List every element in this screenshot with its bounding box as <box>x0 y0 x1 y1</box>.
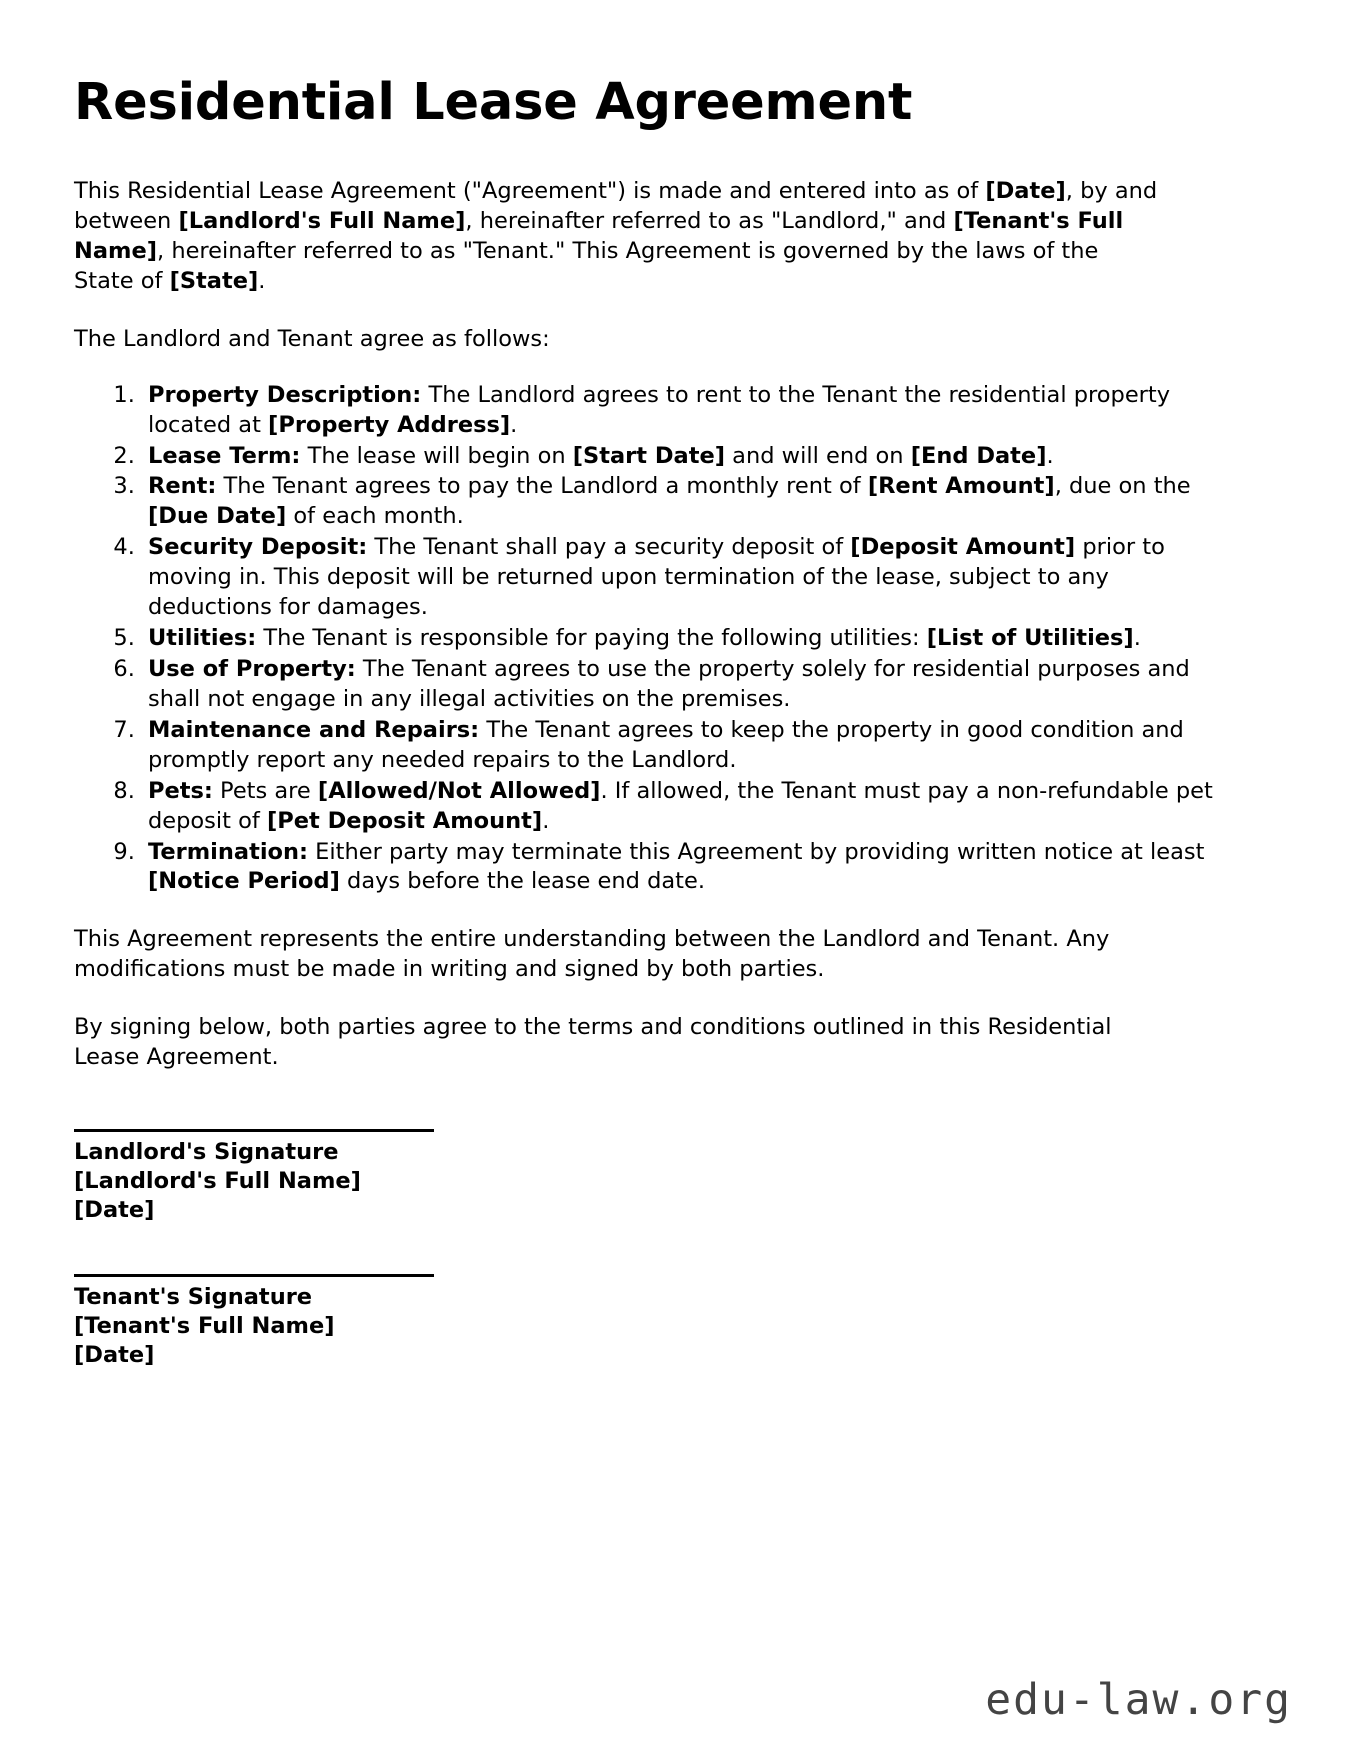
agreement-lead-in: The Landlord and Tenant agree as follows: <box>74 325 550 352</box>
list-item <box>142 655 1227 715</box>
list-item <box>142 472 1227 532</box>
placeholder-field: [End Date] <box>910 442 1047 469</box>
intro-paragraph <box>74 177 1164 297</box>
landlord-name-placeholder: [Landlord's Full Name] <box>74 1167 361 1194</box>
body-text-run: The Tenant is responsible for paying the following utilities: <box>256 625 927 652</box>
closing-paragraph-by-signing: By signing below, both parties agree to the terms and conditions outlined in this Residential Lease Agreement. <box>74 1014 1112 1071</box>
body-text-run: . <box>1046 442 1054 469</box>
placeholder-field: [Date] <box>985 178 1066 205</box>
body-text-run: This Residential Lease Agreement ("Agreement") is made and entered into as of <box>74 178 986 205</box>
signature-line-landlord <box>74 1129 434 1132</box>
list-item <box>142 442 1227 472</box>
body-text-run: and will end on <box>725 442 911 469</box>
placeholder-field: [Start Date] <box>572 442 726 469</box>
body-text-run: The Tenant agrees to use the property solely for residential purposes and shall not engage in any illegal activities on the premises. <box>148 656 1190 712</box>
placeholder-field: Rent: <box>148 473 217 500</box>
placeholder-field: [Pet Deposit Amount] <box>266 807 543 834</box>
placeholder-field: Maintenance and Repairs: <box>148 716 480 743</box>
placeholder-field: [Property Address] <box>268 411 511 438</box>
body-text-run: days before the lease end date. <box>339 868 705 895</box>
list-item <box>142 381 1227 441</box>
placeholder-field: [Notice Period] <box>148 868 340 895</box>
list-item <box>142 716 1227 776</box>
list-item <box>142 533 1227 623</box>
signature-block-tenant <box>74 1274 1284 1369</box>
placeholder-field: [Rent Amount] <box>867 473 1055 500</box>
body-text-run: , hereinafter referred to as "Landlord," and <box>465 208 954 235</box>
body-text-run: . <box>542 807 550 834</box>
terms-list <box>74 381 1227 898</box>
body-text-run: , due on the <box>1054 473 1191 500</box>
body-text-run: Either party may terminate this Agreement by providing written notice at least <box>308 838 1205 865</box>
body-text-run: . <box>510 411 518 438</box>
placeholder-field: [Tenant's Full Name] <box>74 208 1124 264</box>
placeholder-field: Use of Property: <box>148 656 356 683</box>
placeholder-field: [Allowed/Not Allowed] <box>317 777 601 804</box>
body-text-run: The Tenant agrees to keep the property in good condition and promptly report any needed repairs to the Landlord. <box>148 716 1184 773</box>
body-text-run: The Landlord agrees to rent to the Tenant the residential property located at <box>148 381 1171 438</box>
placeholder-field: [Landlord's Full Name] <box>178 208 466 235</box>
tenant-name-placeholder: [Tenant's Full Name] <box>74 1313 335 1340</box>
body-text-run: prior to moving in. This deposit will be returned upon termination of the lease, subject to any deductions for damages. <box>148 534 1165 621</box>
tenant-date-placeholder: [Date] <box>74 1342 155 1369</box>
placeholder-field: [Deposit Amount] <box>850 534 1076 561</box>
placeholder-field: [State] <box>169 267 259 294</box>
body-text-run: , hereinafter referred to as "Tenant." This Agreement is governed by the laws of the State of <box>74 237 1099 294</box>
list-item <box>142 838 1227 898</box>
body-text-run: of each month. <box>286 503 464 530</box>
placeholder-field: [Due Date] <box>148 503 287 530</box>
body-text-run: The lease will begin on <box>300 442 573 469</box>
signature-line-tenant <box>74 1274 434 1277</box>
list-item <box>142 624 1227 654</box>
body-text-run: , by and between <box>74 178 1158 235</box>
placeholder-field: Utilities: <box>148 625 257 652</box>
placeholder-field: Pets: <box>148 777 213 804</box>
placeholder-field: Security Deposit: <box>148 534 368 561</box>
page-title: Residential Lease Agreement <box>74 73 913 132</box>
placeholder-field: [List of Utilities] <box>926 625 1134 652</box>
placeholder-field: Property Description: <box>148 381 422 408</box>
body-text-run: Pets are <box>212 777 318 804</box>
landlord-date-placeholder: [Date] <box>74 1196 155 1223</box>
body-text-run: . <box>1133 625 1141 652</box>
body-text-run: The Tenant shall pay a security deposit of <box>367 534 851 561</box>
landlord-signature-label: Landlord's Signature <box>74 1139 339 1166</box>
placeholder-field: Lease Term: <box>148 442 301 469</box>
list-item <box>142 777 1227 837</box>
placeholder-field: Termination: <box>148 838 309 865</box>
body-text-run: The Tenant agrees to pay the Landlord a monthly rent of <box>216 473 868 500</box>
closing-paragraph-entire-understanding: This Agreement represents the entire understanding between the Landlord and Tenant. Any modifications must be made in writing and signed by both parties. <box>74 926 1110 983</box>
signature-block-landlord <box>74 1129 1284 1224</box>
body-text-run: . <box>258 267 266 294</box>
body-text-run: . If allowed, the Tenant must pay a non-refundable pet deposit of <box>148 777 1213 834</box>
tenant-signature-label: Tenant's Signature <box>74 1284 313 1311</box>
site-watermark: edu-law.org <box>985 1675 1292 1725</box>
